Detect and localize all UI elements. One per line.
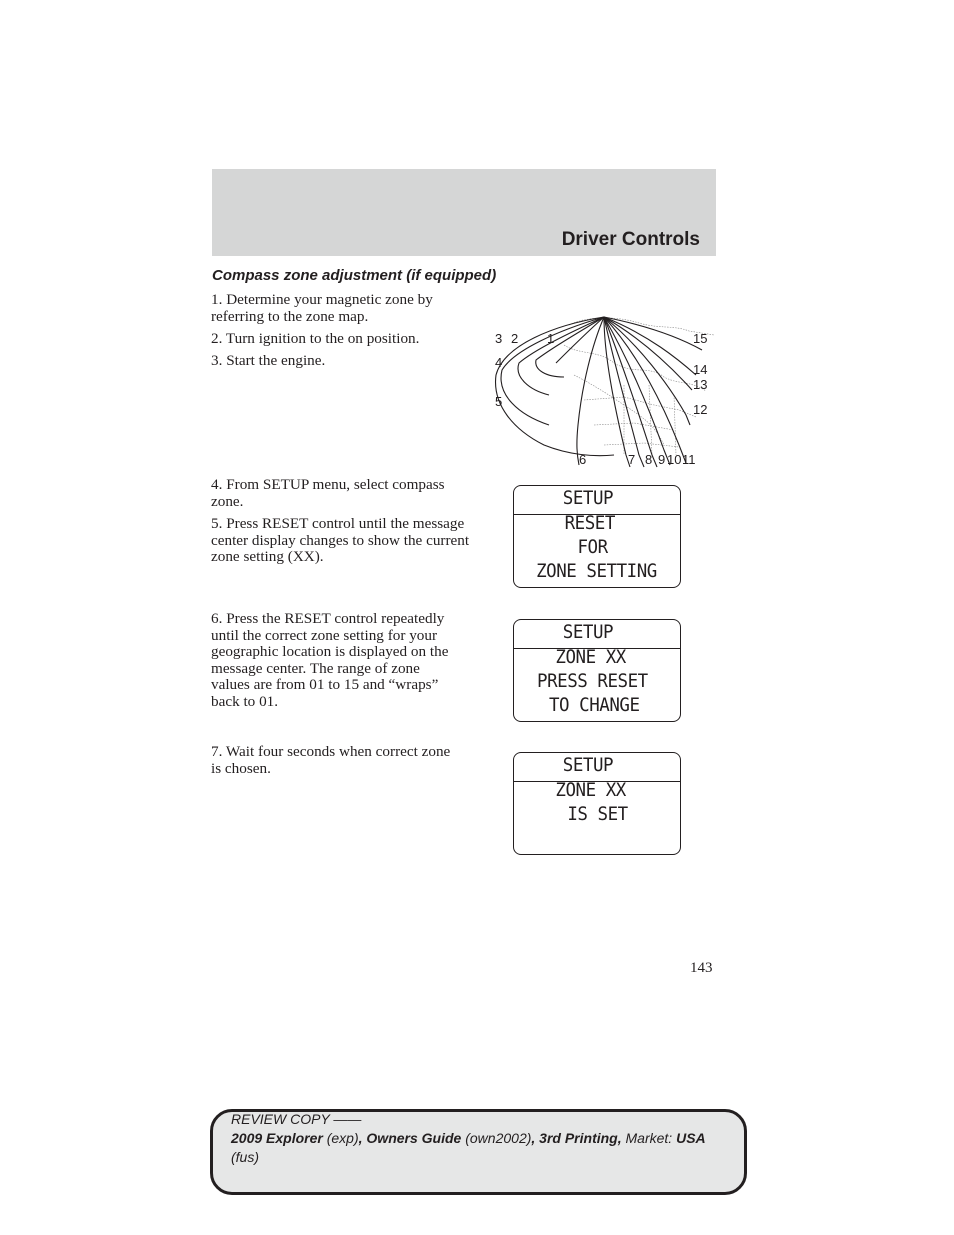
- footer-market: USA: [676, 1130, 706, 1146]
- display-line: PRESS RESET: [537, 670, 648, 692]
- step-1: 1. Determine your magnetic zone by referring to the zone map.: [211, 291, 433, 325]
- display-line: FOR: [577, 536, 608, 558]
- zone-label-13: 13: [693, 377, 708, 392]
- zone-label-15: 15: [693, 331, 708, 346]
- footer-guide-code: (own2002): [465, 1130, 532, 1146]
- zone-label-5: 5: [495, 394, 503, 409]
- zone-label-9: 9: [658, 452, 666, 467]
- display-line: ZONE SETTING: [536, 560, 657, 582]
- step-3: 3. Start the engine.: [211, 352, 326, 369]
- display-line: SETUP: [562, 621, 614, 643]
- display-line: ZONE XX: [555, 646, 626, 668]
- section-heading: Compass zone adjustment (if equipped): [212, 267, 497, 284]
- footer-market-code: (fus): [231, 1149, 259, 1165]
- footer-model: 2009 Explorer: [231, 1130, 323, 1146]
- display-line: ZONE XX: [555, 779, 626, 801]
- step-7: 7. Wait four seconds when correct zone is chosen.: [211, 743, 451, 777]
- zone-label-10: 10: [667, 452, 682, 467]
- zone-label-3: 3: [495, 331, 503, 346]
- display-line: SETUP: [562, 487, 614, 509]
- display-line: SETUP: [562, 754, 614, 776]
- step-5: 5. Press RESET control until the message center display changes to show the current zone setting (XX).: [211, 515, 470, 565]
- step-2: 2. Turn ignition to the on position.: [211, 330, 420, 347]
- footer-market-label: Market:: [625, 1130, 673, 1146]
- step-4: 4. From SETUP menu, select compass zone.: [211, 476, 445, 510]
- footer-model-code: (exp): [326, 1130, 359, 1146]
- page-title: Driver Controls: [561, 229, 700, 250]
- display-line: TO CHANGE: [548, 694, 640, 716]
- zone-label-2: 2: [511, 331, 519, 346]
- message-center-display-1: [513, 485, 681, 588]
- display-line: RESET: [564, 512, 615, 534]
- zone-label-14: 14: [693, 362, 708, 377]
- footer-printing: , 3rd Printing,: [531, 1130, 622, 1146]
- display-line: IS SET: [567, 803, 628, 825]
- review-copy-label: REVIEW COPY ——: [231, 1111, 362, 1127]
- zone-label-4: 4: [495, 355, 503, 370]
- message-center-display-3: [513, 752, 681, 855]
- zone-label-6: 6: [579, 452, 587, 467]
- zone-label-1: 1: [547, 331, 555, 346]
- zone-label-12: 12: [693, 402, 708, 417]
- footer-text: [231, 1110, 741, 1167]
- step-6: 6. Press the RESET control repeatedly until the correct zone setting for your geographic location is displayed on the message center. The range of zone values are from 01 to 15 and “wraps” back to 01.: [211, 610, 449, 710]
- message-center-display-2: [513, 619, 681, 722]
- page-number: 143: [690, 960, 713, 976]
- compass-zone-map: [474, 305, 720, 475]
- zone-label-7: 7: [628, 452, 636, 467]
- zone-label-8: 8: [645, 452, 653, 467]
- header-band: [212, 169, 716, 256]
- zone-label-11: 11: [682, 452, 696, 467]
- footer-guide: , Owners Guide: [358, 1130, 462, 1146]
